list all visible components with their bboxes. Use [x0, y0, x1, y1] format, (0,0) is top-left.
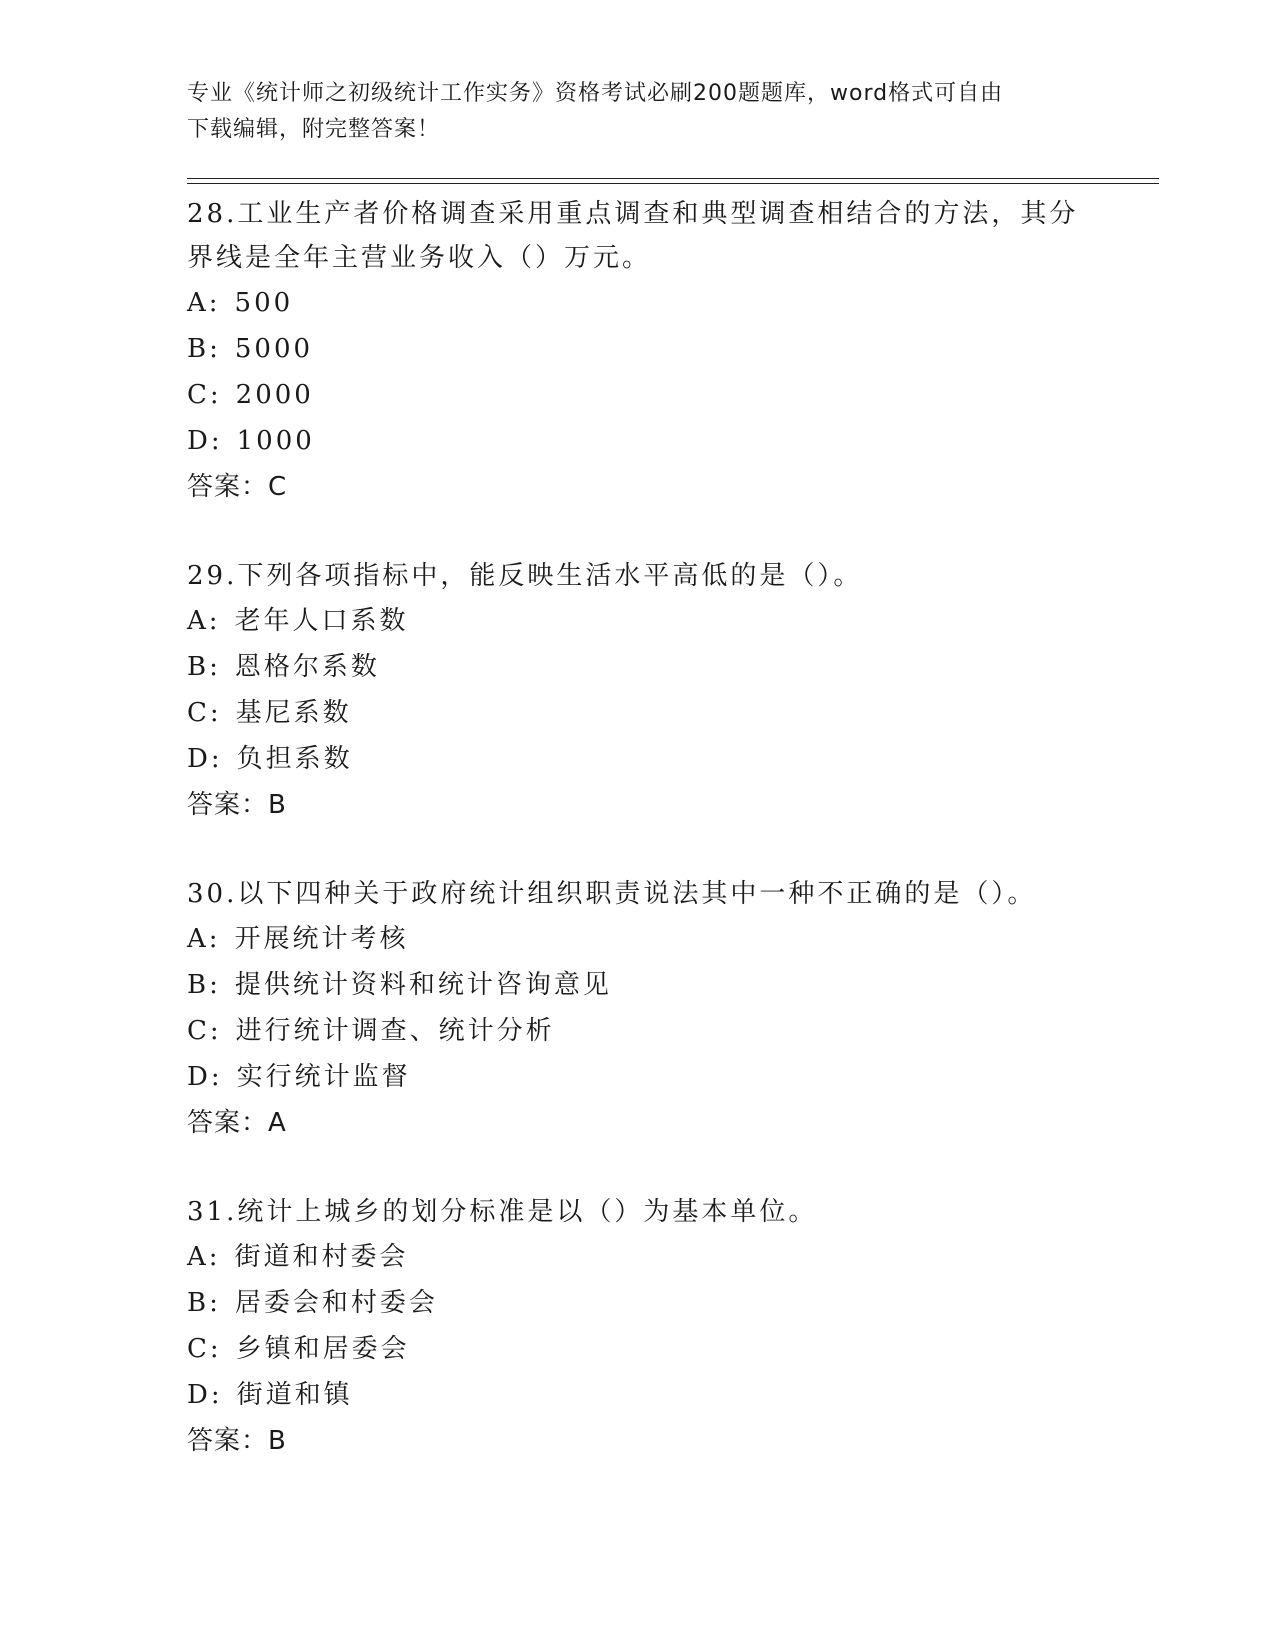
option-letter: A:	[187, 1242, 221, 1272]
option-a	[187, 916, 1087, 962]
option-text: 2000	[235, 380, 314, 410]
question-stem-continued: 界线是全年主营业务收入（）万元。	[187, 243, 652, 273]
option-letter: C:	[187, 698, 222, 728]
option-a	[187, 280, 1087, 326]
option-text: 5000	[234, 334, 314, 364]
option-text: 乡镇和居委会	[235, 1334, 410, 1364]
header-divider-bottom	[187, 183, 1159, 184]
option-letter: B:	[187, 970, 221, 1000]
header-line-1: 专业《统计师之初级统计工作实务》资格考试必刷200题题库，word格式可自由	[187, 81, 1004, 106]
option-c	[187, 690, 1087, 736]
option-c	[187, 372, 1087, 418]
option-text: 提供统计资料和统计咨询意见	[234, 970, 612, 1000]
option-text: 街道和镇	[236, 1380, 353, 1410]
option-letter: A:	[187, 606, 221, 636]
question-stem: 29.下列各项指标中，能反映生活水平高低的是（）。	[187, 561, 863, 591]
header-divider-top	[187, 178, 1159, 179]
option-text: 进行统计调查、统计分析	[235, 1016, 555, 1046]
question-28	[187, 192, 1087, 510]
answer-line: 答案：B	[187, 1426, 287, 1456]
option-letter: D:	[187, 426, 223, 456]
option-letter: C:	[187, 380, 222, 410]
option-text: 街道和村委会	[234, 1242, 409, 1272]
option-d	[187, 736, 1087, 782]
question-stem: 31.统计上城乡的划分标准是以（）为基本单位。	[187, 1197, 818, 1227]
option-text: 基尼系数	[235, 698, 352, 728]
question-stem: 28.工业生产者价格调查采用重点调查和典型调查相结合的方法，其分	[187, 199, 1079, 229]
option-text: 开展统计考核	[234, 924, 409, 954]
option-b	[187, 326, 1087, 372]
option-c	[187, 1008, 1087, 1054]
option-text: 老年人口系数	[234, 606, 409, 636]
header-line-2: 下载编辑，附完整答案！	[187, 117, 441, 142]
option-letter: A:	[187, 288, 221, 318]
option-b	[187, 1280, 1087, 1326]
answer-line: 答案：B	[187, 790, 287, 820]
option-letter: D:	[187, 1062, 223, 1092]
option-c	[187, 1326, 1087, 1372]
option-text: 1000	[236, 426, 315, 456]
option-letter: C:	[187, 1016, 222, 1046]
option-b	[187, 962, 1087, 1008]
question-list	[187, 192, 1087, 1508]
option-text: 实行统计监督	[236, 1062, 411, 1092]
question-29	[187, 554, 1087, 828]
question-31	[187, 1190, 1087, 1464]
option-text: 负担系数	[236, 744, 353, 774]
option-letter: C:	[187, 1334, 222, 1364]
question-stem: 30.以下四种关于政府统计组织职责说法其中一种不正确的是（）。	[187, 879, 1037, 909]
option-text: 恩格尔系数	[234, 652, 380, 682]
option-d	[187, 1054, 1087, 1100]
option-letter: D:	[187, 1380, 223, 1410]
option-a	[187, 1234, 1087, 1280]
option-text: 500	[234, 288, 294, 318]
option-b	[187, 644, 1087, 690]
option-a	[187, 598, 1087, 644]
answer-line: 答案：C	[187, 472, 288, 502]
option-letter: D:	[187, 744, 223, 774]
option-text: 居委会和村委会	[234, 1288, 438, 1318]
option-letter: B:	[187, 334, 221, 364]
option-d	[187, 418, 1087, 464]
option-letter: B:	[187, 1288, 221, 1318]
option-d	[187, 1372, 1087, 1418]
option-letter: A:	[187, 924, 221, 954]
question-30	[187, 872, 1087, 1146]
option-letter: B:	[187, 652, 221, 682]
answer-line: 答案：A	[187, 1108, 287, 1138]
document-header	[187, 76, 1087, 148]
